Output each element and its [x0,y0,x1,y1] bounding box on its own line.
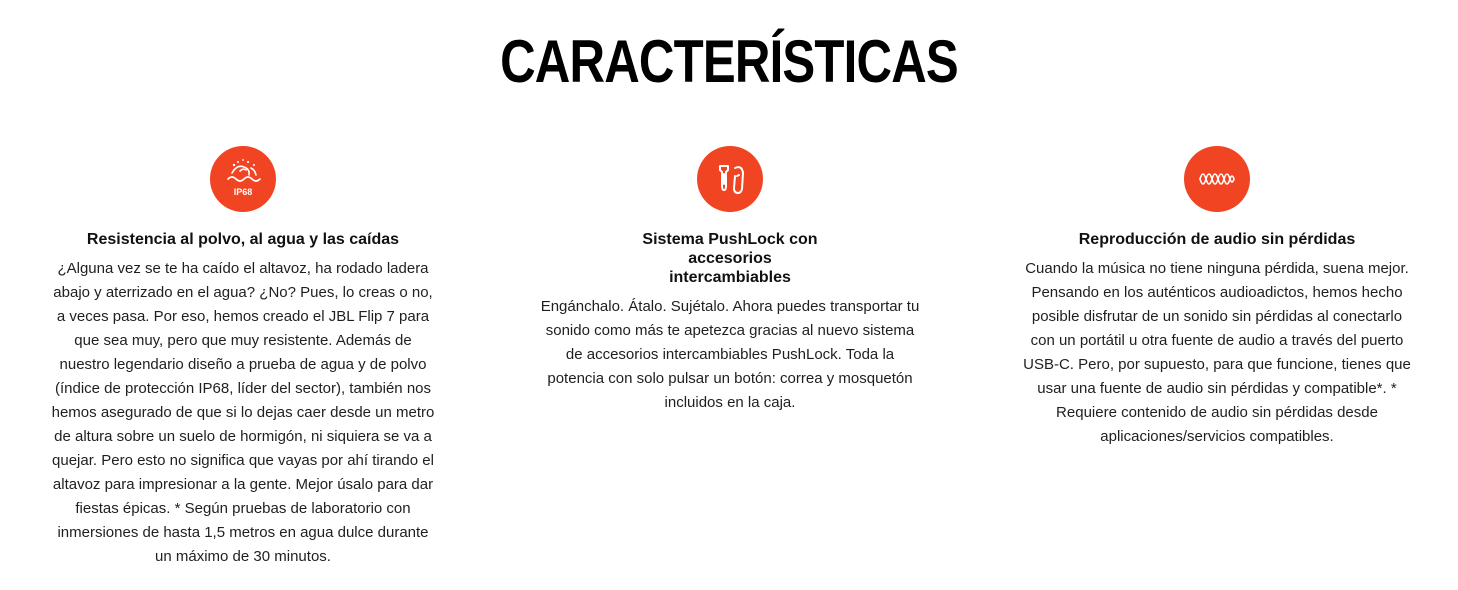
ip68-icon-label: IP68 [233,187,253,197]
page-title: CARACTERÍSTICAS [500,28,958,95]
feature-title: Reproducción de audio sin pérdidas [1078,231,1356,248]
feature-lossless-audio [1017,146,1417,449]
ip68-water-icon [210,146,276,212]
feature-title: Sistema PushLock con accesorios intercambiables [642,231,818,286]
feature-water-resistance [43,146,443,569]
pushlock-accessories-icon [697,146,763,212]
feature-description: Engánchalo. Átalo. Sujétalo. Ahora puedes transportar tu sonido como más te apetezca gracias al nuevo sistema de accesorios intercambiables PushLock. Toda la potencia con solo pulsar un botón: correa y mosquetón incluidos en la caja. [540,298,920,411]
feature-pushlock [530,146,930,415]
lossless-audio-icon [1184,146,1250,212]
feature-description: Cuando la música no tiene ninguna pérdida, suena mejor. Pensando en los auténticos audioadictos, hemos hecho posible disfrutar de un sonido sin pérdidas al conectarlo con un portátil u otra fuente de audio a través del puerto USB-C. Pero, por supuesto, para que funcione, tienes que usar una fuente de audio sin pérdidas y compatible*. * Requiere contenido de audio sin pérdidas desde aplicaciones/servicios compatibles. [1023,260,1411,445]
feature-description: ¿Alguna vez se te ha caído el altavoz, ha rodado ladera abajo y aterrizado en el agua? ¿No? Pues, lo creas o no, a veces pasa. Por eso, hemos creado el JBL Flip 7 para que sea muy, pero que muy resistente. Además de nuestro legendario diseño a prueba de agua y de polvo (índice de protección IP68, líder del sector), también nos hemos asegurado de que si lo dejas caer desde un metro de altura sobre un suelo de hormigón, ni siquiera se va a quejar. Pero esto no significa que vayas por ahí tirando el altavoz para impresionar a la gente. Mejor úsalo para dar fiestas épicas. * Según pruebas de laboratorio con inmersiones de hasta 1,5 metros en agua dulce durante un máximo de 30 minutos. [51,260,435,565]
feature-title: Resistencia al polvo, al agua y las caídas [86,231,400,248]
